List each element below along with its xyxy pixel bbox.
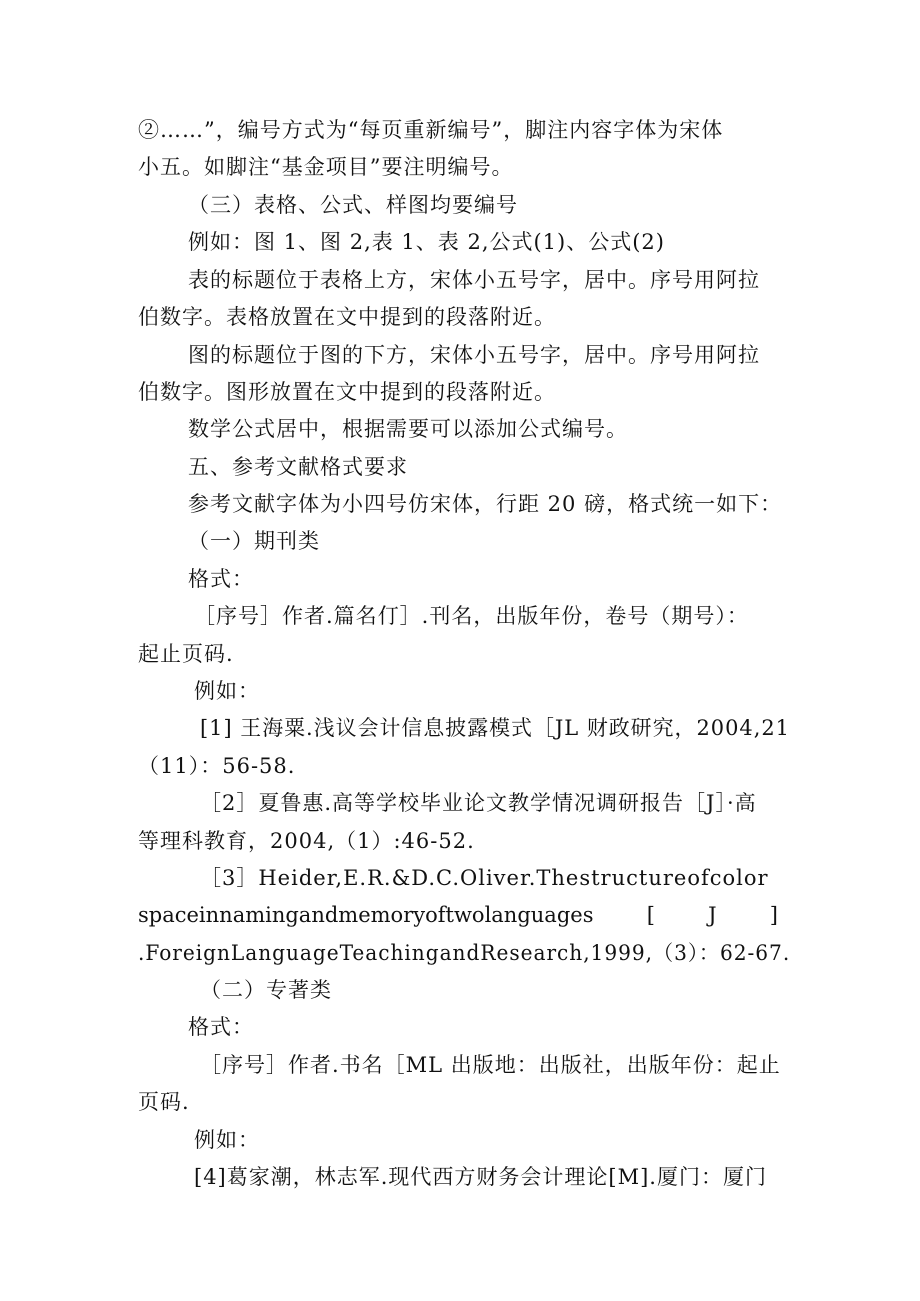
example-label: 例如：: [194, 1128, 260, 1152]
reference-fragment: ]: [769, 903, 778, 927]
reference-fragment: J: [708, 903, 717, 927]
text-line: 参考文献字体为小四号仿宋体，行距 20 磅，格式统一如下：: [188, 492, 783, 516]
text-line: 表的标题位于表格上方，宋体小五号字，居中。序号用阿拉: [188, 268, 760, 292]
text-line: 伯数字。图形放置在文中提到的段落附近。: [138, 380, 556, 404]
text-line: ②……”，编号方式为“每页重新编号”，脚注内容字体为宋体: [138, 118, 724, 142]
subsection-heading: （一）期刊类: [188, 529, 320, 553]
reference-line: ［3］Heider,E.R.&D.C.Oliver.Thestructureofcolor: [200, 866, 769, 890]
subsection-heading: （二）专著类: [200, 978, 332, 1002]
format-label: 格式：: [188, 1015, 254, 1039]
text-line: 例如：图 1、图 2,表 1、表 2,公式(1)、公式(2): [188, 230, 665, 254]
format-line: 起止页码.: [138, 642, 234, 666]
example-label: 例如：: [194, 679, 260, 703]
text-line: 伯数字。表格放置在文中提到的段落附近。: [138, 305, 556, 329]
reference-line: （11）：56-58.: [138, 754, 296, 778]
reference-line: .ForeignLanguageTeachingandResearch,1999,（3）：62-67.: [138, 941, 791, 965]
reference-line: ［2］夏鲁惠.高等学校毕业论文教学情况调研报告［J］·高: [200, 791, 757, 815]
reference-fragment: [: [646, 903, 655, 927]
reference-fragment: spaceinnamingandmemoryoftwolanguages: [138, 903, 594, 927]
text-line: 小五。如脚注“基金项目”要注明编号。: [138, 155, 514, 179]
reference-line: 等理科教育，2004,（1）:46-52.: [138, 829, 475, 853]
text-line: 图的标题位于图的下方，宋体小五号字，居中。序号用阿拉: [188, 343, 760, 367]
format-line: ［序号］作者.篇名仃］.刊名，出版年份，卷号（期号）：: [194, 604, 749, 628]
reference-line: [4]葛家潮，林志军.现代西方财务会计理论[M].厦门：厦门: [194, 1165, 767, 1189]
reference-line: [1] 王海粟.浅议会计信息披露模式［JL 财政研究，2004,21: [200, 716, 790, 740]
section-heading: （三）表格、公式、样图均要编号: [188, 193, 518, 217]
format-label: 格式：: [188, 567, 254, 591]
text-line: 数学公式居中，根据需要可以添加公式编号。: [188, 417, 628, 441]
reference-justified-line: [138, 901, 778, 929]
format-line: ［序号］作者.书名［ML 出版地：出版社，出版年份：起止: [200, 1053, 781, 1077]
format-line: 页码.: [138, 1090, 190, 1114]
section-heading: 五、参考文献格式要求: [188, 455, 408, 479]
